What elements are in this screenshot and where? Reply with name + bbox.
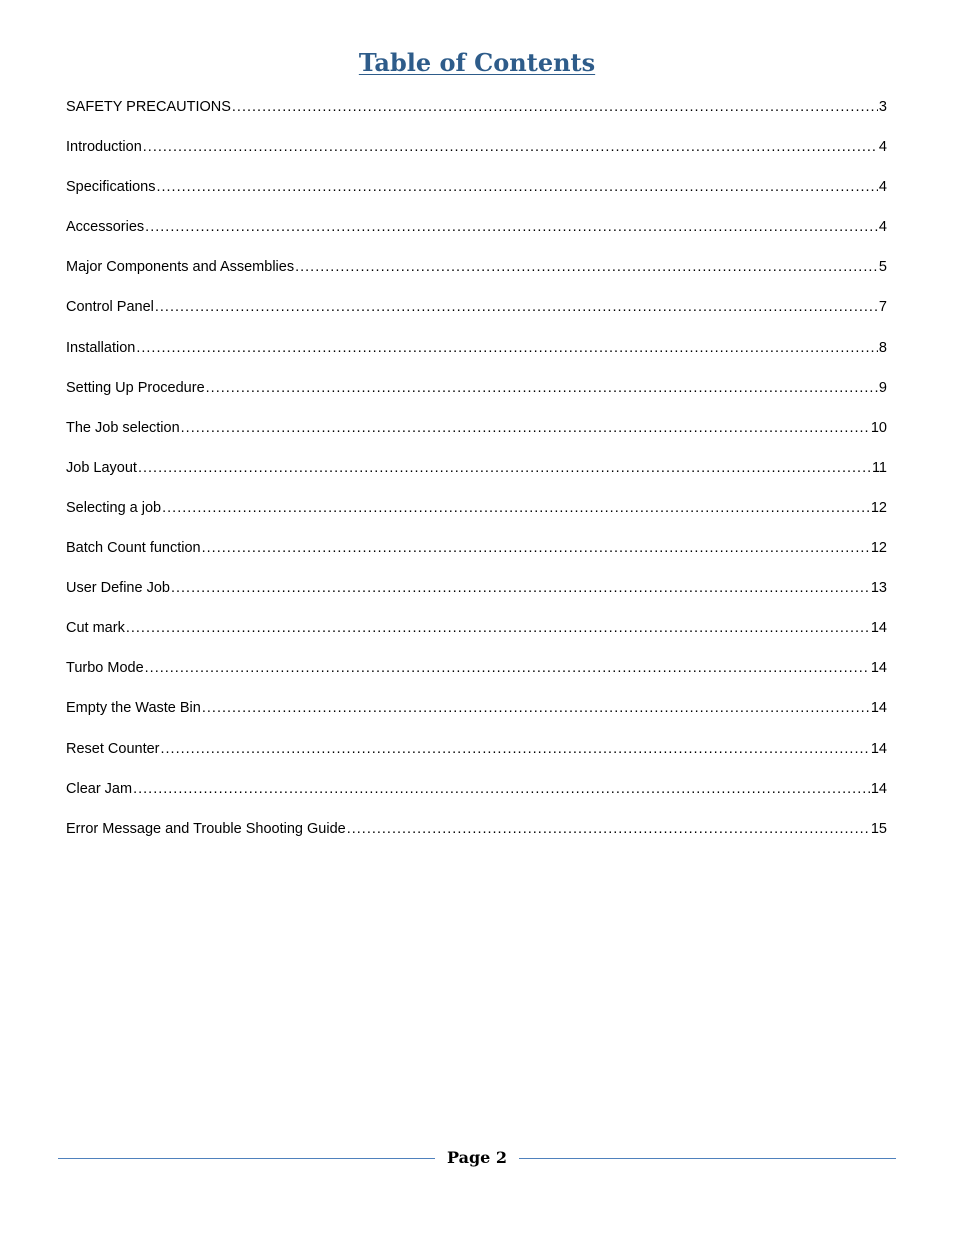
toc-entry-page-number[interactable]: 8 (878, 339, 887, 356)
toc-entry-label[interactable]: Specifications (66, 179, 156, 196)
toc-entry-page-number[interactable]: 13 (870, 580, 887, 597)
toc-entry-page-number[interactable]: 14 (870, 740, 887, 757)
toc-dot-leader (202, 697, 870, 719)
toc-entry[interactable] (66, 818, 887, 858)
toc-entry[interactable] (66, 657, 887, 697)
toc-entry-label[interactable]: Installation (66, 339, 136, 356)
toc-dot-leader (232, 96, 878, 118)
toc-entry-label[interactable]: Turbo Mode (66, 660, 144, 677)
toc-entry[interactable] (66, 417, 887, 457)
toc-entry-label[interactable]: Reset Counter (66, 740, 160, 757)
toc-entry-page-number[interactable]: 14 (870, 780, 887, 797)
toc-entry-label[interactable]: SAFETY PRECAUTIONS (66, 99, 231, 115)
toc-dot-leader (171, 577, 870, 599)
toc-entry-label[interactable]: Selecting a job (66, 499, 162, 516)
toc-entry-page-number[interactable]: 14 (870, 700, 887, 717)
toc-dot-leader (133, 778, 870, 800)
toc-entry-page-number[interactable]: 5 (878, 259, 887, 276)
toc-entry-page-number[interactable]: 15 (870, 820, 887, 837)
toc-entry-page-number[interactable]: 14 (870, 620, 887, 637)
toc-entry-label[interactable]: Job Layout (66, 459, 137, 476)
toc-list (66, 96, 887, 858)
toc-entry[interactable] (66, 577, 887, 617)
toc-dot-leader (145, 216, 878, 238)
toc-entry-page-number[interactable]: 3 (878, 99, 887, 115)
toc-entry[interactable] (66, 296, 887, 336)
toc-entry-page-number[interactable]: 12 (870, 540, 887, 557)
toc-entry-label[interactable]: Accessories (66, 219, 145, 236)
toc-dot-leader (138, 457, 871, 479)
toc-entry[interactable] (66, 697, 887, 737)
toc-entry-page-number[interactable]: 4 (878, 219, 887, 236)
toc-entry-label[interactable]: Error Message and Trouble Shooting Guide (66, 820, 346, 837)
toc-dot-leader (347, 818, 870, 840)
toc-entry-label[interactable]: Clear Jam (66, 780, 133, 797)
toc-dot-leader (181, 417, 870, 439)
toc-dot-leader (126, 617, 870, 639)
toc-entry-page-number[interactable]: 10 (870, 419, 887, 436)
toc-entry[interactable] (66, 537, 887, 577)
toc-entry-label[interactable]: Major Components and Assemblies (66, 259, 295, 276)
page-footer (58, 1146, 896, 1170)
toc-dot-leader (206, 377, 878, 399)
toc-entry-page-number[interactable]: 14 (870, 660, 887, 677)
toc-dot-leader (162, 497, 870, 519)
toc-dot-leader (143, 136, 878, 158)
toc-dot-leader (295, 256, 878, 278)
toc-entry-page-number[interactable]: 12 (870, 499, 887, 516)
toc-entry-label[interactable]: Setting Up Procedure (66, 379, 205, 396)
page-title-text: Table of Contents (358, 48, 596, 77)
toc-dot-leader (136, 337, 878, 359)
toc-entry-page-number[interactable]: 4 (878, 139, 887, 156)
toc-entry[interactable] (66, 256, 887, 296)
toc-entry-page-number[interactable]: 9 (878, 379, 887, 396)
toc-entry-label[interactable]: Introduction (66, 139, 142, 156)
toc-entry[interactable] (66, 337, 887, 377)
toc-dot-leader (161, 738, 870, 760)
toc-entry[interactable] (66, 617, 887, 657)
toc-entry-label[interactable]: Empty the Waste Bin (66, 700, 201, 717)
toc-entry-label[interactable]: User Define Job (66, 580, 170, 597)
footer-rule-right (519, 1158, 896, 1159)
toc-dot-leader (202, 537, 870, 559)
toc-entry[interactable] (66, 377, 887, 417)
footer-page-number: Page 2 (446, 1148, 508, 1167)
toc-dot-leader (155, 296, 878, 318)
toc-entry-page-number[interactable]: 7 (878, 299, 887, 316)
toc-entry-page-number[interactable]: 4 (878, 179, 887, 196)
toc-entry[interactable] (66, 738, 887, 778)
toc-entry[interactable] (66, 457, 887, 497)
toc-entry-label[interactable]: Cut mark (66, 620, 125, 637)
toc-entry[interactable] (66, 778, 887, 818)
toc-dot-leader (145, 657, 870, 679)
page-title (0, 46, 954, 80)
toc-entry-label[interactable]: Batch Count function (66, 540, 201, 557)
toc-entry[interactable] (66, 497, 887, 537)
toc-entry[interactable] (66, 176, 887, 216)
toc-entry-label[interactable]: The Job selection (66, 419, 180, 436)
toc-entry[interactable] (66, 136, 887, 176)
toc-entry[interactable] (66, 216, 887, 256)
toc-dot-leader (156, 176, 877, 198)
toc-entry-label[interactable]: Control Panel (66, 299, 154, 316)
footer-rule-left (58, 1158, 435, 1159)
toc-entry-page-number[interactable]: 11 (871, 459, 887, 476)
toc-entry[interactable] (66, 96, 887, 136)
